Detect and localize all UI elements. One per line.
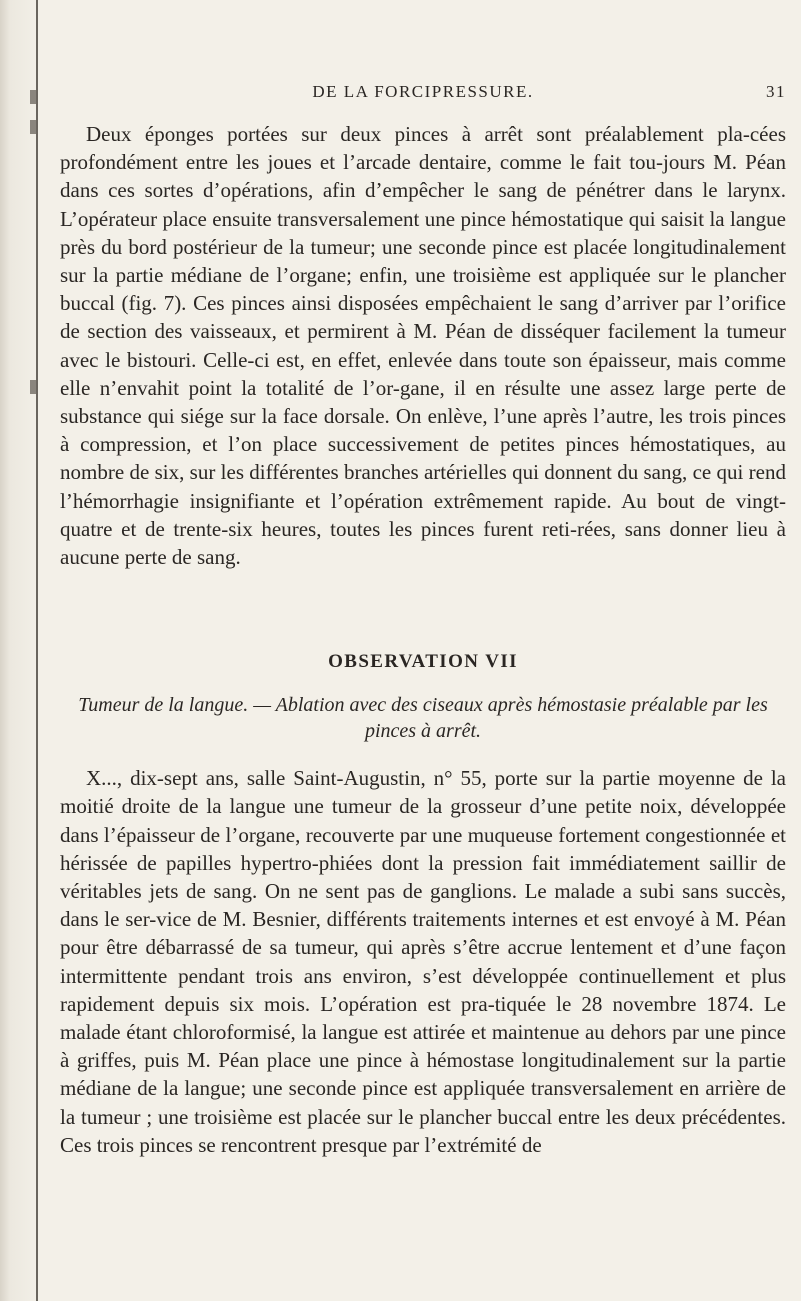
- running-title: DE LA FORCIPRESSURE.: [312, 82, 534, 101]
- page-binding-edge: [0, 0, 40, 1301]
- book-page: [60, 0, 786, 1159]
- page-number: 31: [766, 82, 786, 101]
- page-binding-line: [36, 0, 38, 1301]
- binding-mark: [30, 120, 36, 134]
- observation-paragraph: X..., dix-sept ans, salle Saint-Augustin, n° 55, porte sur la partie moyenne de la moitié droite de la langue une tumeur de la grosseur d’une petite noix, développée dans l’épaisseur de l’organe, recouverte par une muqueuse fortement congestionnée et hérissée de papilles hypertro-phiées dont la pression fait immédiatement saillir de véritables jets de sang. On ne sent pas de ganglions. Le malade a subi sans succès, dans le ser-vice de M. Besnier, différents traitements internes et est envoyé à M. Péan pour être débarrassé de sa tumeur, qui après s’être accrue lentement et d’une façon intermittente pendant trois ans environ, s’est développée continuellement et plus rapidement depuis six mois. L’opération est pra-tiquée le 28 novembre 1874. Le malade étant chloroformisé, la langue est attirée et maintenue au dehors par une pince à griffes, puis M. Péan place une pince à hémostase longitudinalement sur la partie médiane de la langue; une seconde pince est appliquée transversalement en arrière de la tumeur ; une troisième est placée sur le plancher buccal entre les deux précédentes. Ces trois pinces se rencontrent presque par l’extrémité de: [60, 766, 786, 1157]
- binding-mark: [30, 90, 36, 104]
- binding-mark: [30, 380, 36, 394]
- running-head: [60, 82, 786, 110]
- observation-title: OBSERVATION VII: [328, 651, 518, 673]
- observation-subtitle: Tumeur de la langue. — Ablation avec des ciseaux après hémostasie préalable par les pinces à arrêt.: [78, 694, 768, 743]
- body-paragraph: Deux éponges portées sur deux pinces à arrêt sont préalablement pla-cées profondément entre les joues et l’arcade dentaire, comme le fait tou-jours M. Péan dans ces sortes d’opérations, afin d’empêcher le sang de pénétrer dans le larynx. L’opérateur place ensuite transversalement une pince hémostatique qui saisit la langue près du bord postérieur de la tumeur; une seconde pince est placée longitudinalement sur la partie médiane de l’organe; enfin, une troisième est appliquée sur le plancher buccal (fig. 7). Ces pinces ainsi disposées empêchaient le sang d’arriver par l’orifice de section des vaisseaux, et permirent à M. Péan de disséquer facilement la tumeur avec le bistouri. Celle-ci est, en effet, enlevée dans toute son épaisseur, mais comme elle n’envahit point la totalité de l’or-gane, il en résulte une assez large perte de substance qui siége sur la face dorsale. On enlève, l’une après l’autre, les trois pinces à compression, et l’on place successivement de petites pinces hémostatiques, au nombre de six, sur les différentes branches artérielles qui donnent du sang, ce qui rend l’hémorrhagie insignifiante et l’opération extrêmement rapide. Au bout de vingt-quatre et de trente-six heures, toutes les pinces furent reti-rées, sans donner lieu à aucune perte de sang.: [60, 122, 786, 570]
